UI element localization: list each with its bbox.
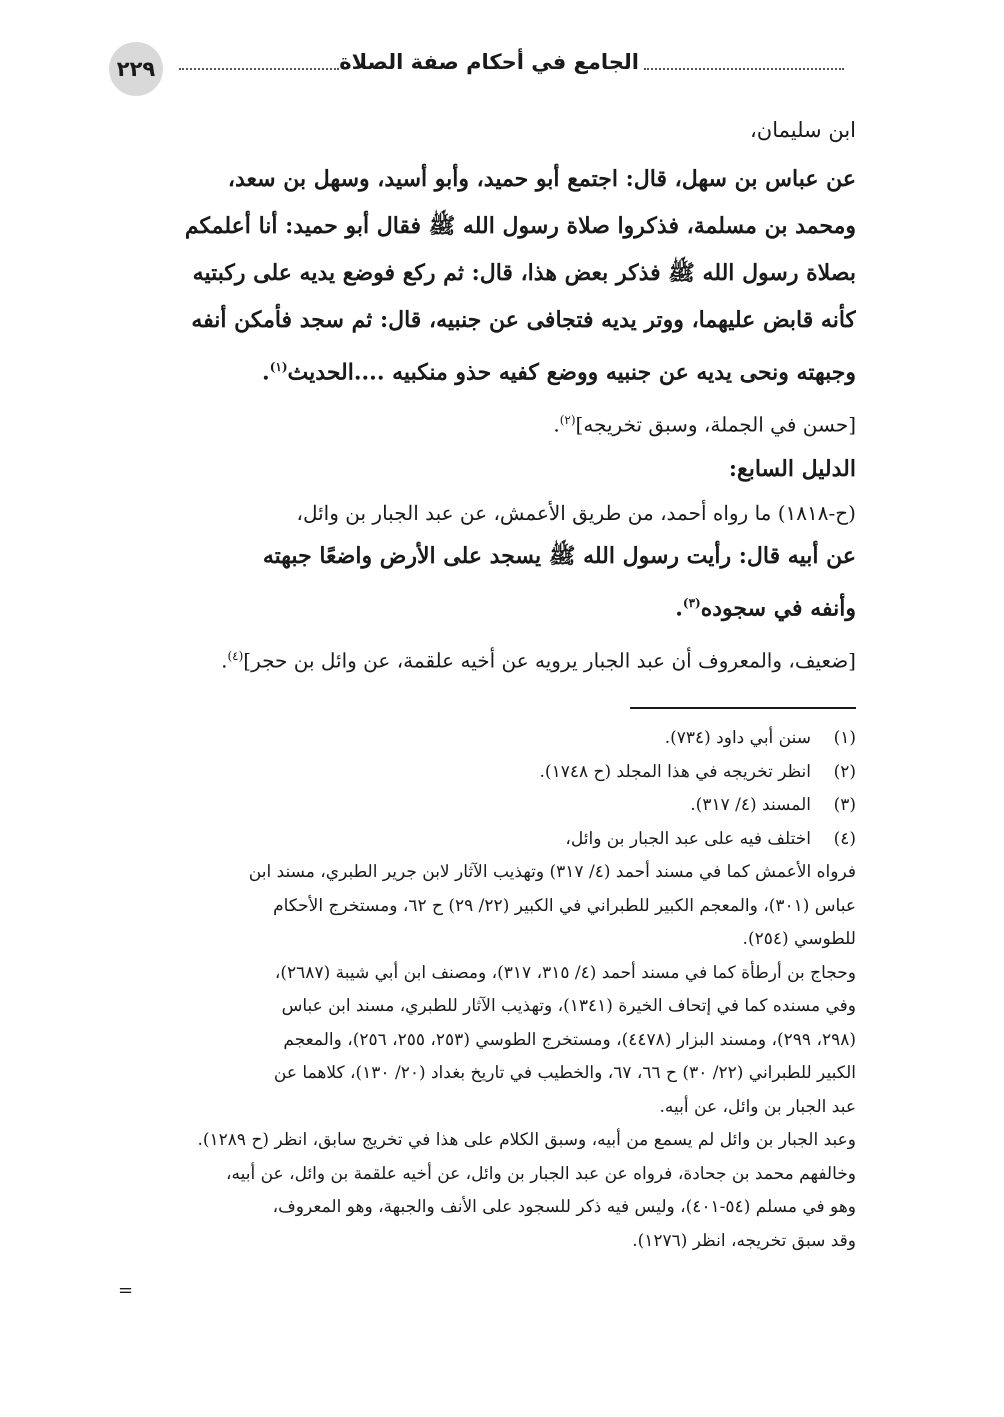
footnotes (126, 722, 856, 1258)
main-text (120, 112, 856, 681)
section-heading: الدليل السابع: (728, 455, 856, 482)
footnote-paragraph (126, 1124, 856, 1258)
intro-line (120, 112, 856, 148)
hadith-line: ومحمد بن مسلمة، فذكروا صلاة رسول الله ﷺ فقال أبو حميد: أنا أعلمكم (184, 213, 856, 239)
isnad-line-text: (ح-١٨١٨) ما رواه أحمد، من طريق الأعمش، عن عبد الجبار بن وائل، (296, 500, 856, 525)
hadith2-line-last: وأنفه في سجوده$^{(٣)}$. (675, 595, 856, 622)
footnote-ref[interactable]: (٣) (682, 595, 701, 610)
footnote-line: فرواه الأعمش كما في مسند أحمد (٤/ ٣١٧) وتهذيب الآثار لابن جرير الطبري، مسند ابن (248, 862, 856, 882)
footnote-paragraph (126, 957, 856, 1125)
footnote-line: عباس (٣٠١)، والمعجم الكبير للطبراني في الكبير (٢٢/ ٢٩) ح ٦٢، ومستخرج الأحكام (273, 895, 856, 916)
isnad-line (120, 493, 856, 533)
hadith-text (120, 156, 856, 396)
hadith2-line-text: وأنفه في سجوده (700, 595, 856, 622)
footnote-line: وخالفهم محمد بن جحادة، فرواه عن عبد الجبار بن وائل، عن أخيه علقمة بن وائل، عن أبيه، (226, 1163, 856, 1184)
grade-note-2: [ضعيف، والمعروف أن عبد الجبار يرويه عن أخيه علقمة، عن وائل بن حجر]$^{(٤)}$. (221, 648, 856, 673)
footnote-number: (١) (833, 728, 856, 748)
hadith-line-text: وجبهته ونحى يديه عن جنبيه ووضع كفيه حذو منكبيه ....الحديث (287, 359, 856, 386)
hadith-line: عن عباس بن سهل، قال: اجتمع أبو حميد، وأبو أسيد، وسهل بن سعد، (227, 166, 856, 192)
header-dotted-leader-right (644, 68, 844, 70)
footnote-line: عبد الجبار بن وائل، عن أبيه. (659, 1096, 856, 1117)
footnote-line: وهو في مسلم (٥٤-٤٠١)، وليس فيه ذكر للسجود على الأنف والجبهة، وهو المعروف، (272, 1197, 856, 1217)
footnote-line: الكبير للطبراني (٢٢/ ٣٠) ح ٦٦، ٦٧، والخطيب في تاريخ بغداد (٢٠/ ١٣٠)، كلاهما عن (273, 1063, 856, 1083)
footnote-number: (٤) (833, 828, 856, 849)
footnote-ref[interactable]: (٤) (227, 649, 244, 664)
footnote-text: سنن أبي داود (٧٣٤). (664, 728, 811, 748)
continuation-mark: = (118, 1280, 134, 1301)
page-header (104, 42, 844, 100)
footnote-ref[interactable]: (٢) (559, 413, 576, 428)
grade-note-2-text: [ضعيف، والمعروف أن عبد الجبار يرويه عن أخيه علقمة، عن وائل بن حجر] (243, 648, 856, 673)
grade-note-1-text: [حسن في الجملة، وسبق تخريجه] (575, 412, 856, 437)
footnote-line: وفي مسنده كما في إتحاف الخيرة (١٣٤١)، وتهذيب الآثار للطبري، مسند ابن عباس (281, 996, 856, 1016)
hadith2-text (120, 533, 856, 632)
footnote-line: وحجاج بن أرطأة كما في مسند أحمد (٤/ ٣١٥، ٣١٧)، ومصنف ابن أبي شيبة (٢٦٨٧)، (274, 962, 856, 983)
hadith-line-last: وجبهته ونحى يديه عن جنبيه ووضع كفيه حذو منكبيه ....الحديث$^{(١)}$. (262, 359, 856, 386)
footnote-paragraph (126, 856, 856, 957)
footnote-ref[interactable]: (١) (269, 360, 288, 374)
footnote-number: (٢) (833, 761, 856, 782)
footnote-item (126, 722, 856, 756)
page-number: ٢٢٩ (109, 42, 163, 96)
grade-note-1: [حسن في الجملة، وسبق تخريجه]$^{(٢)}$. (553, 412, 856, 437)
running-title: الجامع في أحكام صفة الصلاة (339, 50, 639, 74)
footnote-line: (٢٩٨، ٢٩٩)، ومسند البزار (٤٤٧٨)، ومستخرج الطوسي (٢٥٣، ٢٥٥، ٢٥٦)، والمعجم (283, 1029, 856, 1050)
footnote-separator (630, 707, 856, 709)
footnote-item (126, 789, 856, 823)
hadith-line: بصلاة رسول الله ﷺ فذكر بعض هذا، قال: ثم ركع فوضع يديه على ركبتيه (192, 260, 856, 286)
footnote-item (126, 756, 856, 790)
footnote-text: اختلف فيه على عبد الجبار بن وائل، (565, 828, 811, 849)
hadith-line: كأنه قابض عليهما، ووتر يديه فتجافى عن جنبيه، قال: ثم سجد فأمكن أنفه (191, 307, 856, 333)
footnote-text: المسند (٤/ ٣١٧). (690, 795, 811, 815)
footnote-item (126, 823, 856, 857)
intro-line-text: ابن سليمان، (750, 118, 856, 142)
footnote-line: للطوسي (٢٥٤). (742, 929, 856, 949)
footnote-number: (٣) (833, 795, 856, 815)
hadith2-line: عن أبيه قال: رأيت رسول الله ﷺ يسجد على الأرض واضعًا جبهته (262, 542, 856, 569)
header-dotted-leader-left (179, 68, 339, 70)
footnote-line: وقد سبق تخريجه، انظر (١٢٧٦). (632, 1230, 856, 1251)
footnote-text: انظر تخريجه في هذا المجلد (ح ١٧٤٨). (539, 761, 811, 782)
footnote-line: وعبد الجبار بن وائل لم يسمع من أبيه، وسبق الكلام على هذا في تخريج سابق، انظر (ح ١٢٨٩). (197, 1130, 856, 1150)
